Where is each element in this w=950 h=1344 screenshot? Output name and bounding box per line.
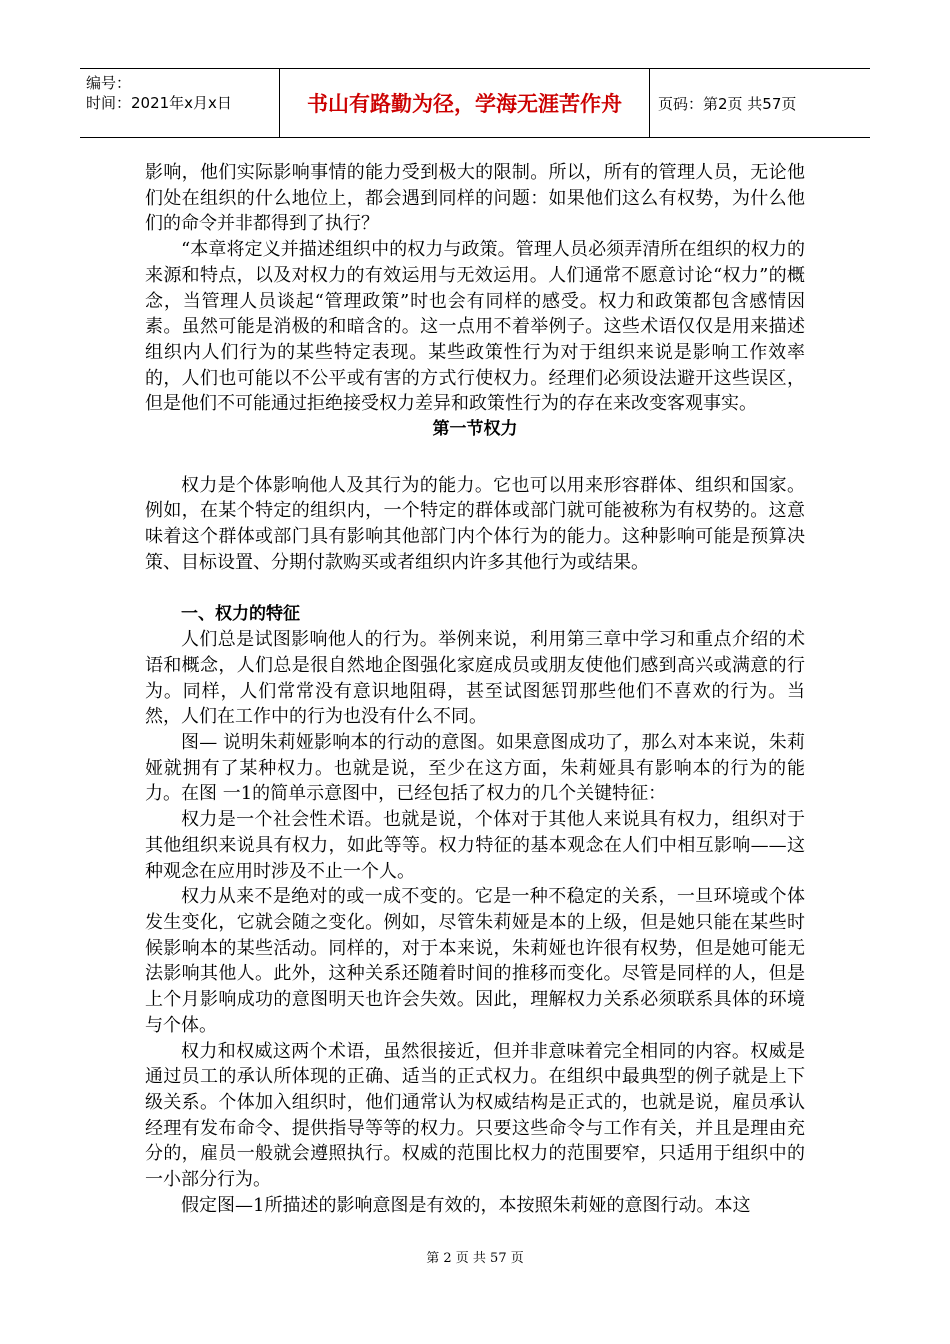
page-header [80,68,870,138]
paragraph: 图— 说明朱莉娅影响本的行动的意图。如果意图成功了，那么对本来说，朱莉娅就拥有了某种权力。也就是说，至少在这方面，朱莉娅具有影响本的行为的能力。在图 一1的简单示意图中，已经包括了权力的几个关键特征： [145,732,805,805]
page-footer: 第 2 页 共 57 页 [426,1251,524,1266]
subheading: 一、权力的特征 [181,603,300,624]
paragraph: 权力是个体影响他人及其行为的能力。它也可以用来形容群体、组织和国家。例如，在某个特定的组织内，一个特定的群体或部门就可能被称为有权势的。这意味着这个群体或部门具有影响其他部门内个体行为的能力。这种影响可能是预算决策、目标设置、分期付款购买或者组织内许多其他行为或结果。 [145,474,805,573]
document-body [145,160,805,1218]
paragraph: 权力是一个社会性术语。也就是说，个体对于其他人来说具有权力，组织对于其他组织来说具有权力，如此等等。权力特征的基本观念在人们中相互影响——这种观念在应用时涉及不止一个人。 [145,809,805,882]
paragraph: 人们总是试图影响他人的行为。举例来说，利用第三章中学习和重点介绍的术语和概念，人们总是很自然地企图强化家庭成员或朋友使他们感到高兴或满意的行为。同样，人们常常没有意识地阻碍，甚至试图惩罚那些他们不喜欢的行为。当然，人们在工作中的行为也没有什么不同。 [145,629,805,728]
header-meta [80,69,280,137]
document-number-label: 编号： [86,74,132,92]
spacer [145,443,805,473]
paragraph: 假定图—1所描述的影响意图是有效的，本按照朱莉娅的意图行动。本这 [181,1194,751,1216]
header-motto: 书山有路勤为径，学海无涯苦作舟 [280,69,650,137]
paragraph: 权力和权威这两个术语，虽然很接近，但并非意味着完全相同的内容。权威是通过员工的承认所体现的正确、适当的正式权力。在组织中最典型的例子就是上下级关系。个体加入组织时，他们通常认为权威结构是正式的，也就是说，雇员承认经理有发布命令、提供指导等等的权力。只要这些命令与工作有关，并且是理由充分的，雇员一般就会遵照执行。权威的范围比权力的范围要窄，只适用于组织中的一小部分行为。 [145,1040,805,1191]
paragraph: “本章将定义并描述组织中的权力与政策。管理人员必须弄清所在组织的权力的来源和特点，以及对权力的有效运用与无效运用。人们通常不愿意讨论“权力”的概念，当管理人员谈起“管理政策”时也会有同样的感受。权力和政策都包含感情因素。虽然可能是消极的和暗含的。这一点用不着举例子。这些术语仅仅是用来描述组织内人们行为的某些特定表现。某些政策性行为对于组织来说是影响工作效率的，人们也可能以不公平或有害的方式行使权力。经理们必须设法避开这些误区，但是他们不可能通过拒绝接受权力差异和政策性行为的存在来改变客观事实。 [145,239,805,415]
spacer [145,576,805,602]
paragraph: 影响，他们实际影响事情的能力受到极大的限制。所以，所有的管理人员，无论他们处在组织的什么地位上，都会遇到同样的问题：如果他们这么有权势，为什么他们的命令并非都得到了执行？ [145,162,805,235]
paragraph: 权力从来不是绝对的或一成不变的。它是一种不稳定的关系，一旦环境或个体发生变化，它就会随之变化。例如，尽管朱莉娅是本的上级，但是她只能在某些时候影响本的某些活动。同样的，对于本来说，朱莉娅也许很有权势，但是她可能无法影响其他人。此外，这种关系还随着时间的推移而变化。尽管是同样的人，但是上个月影响成功的意图明天也许会失效。因此，理解权力关系必须联系具体的环境与个体。 [145,886,805,1036]
document-time-label: 时间：2021年x月x日 [86,94,232,112]
section-title: 第一节权力 [432,419,518,440]
header-page-info: 页码：第2页 共57页 [658,94,797,113]
